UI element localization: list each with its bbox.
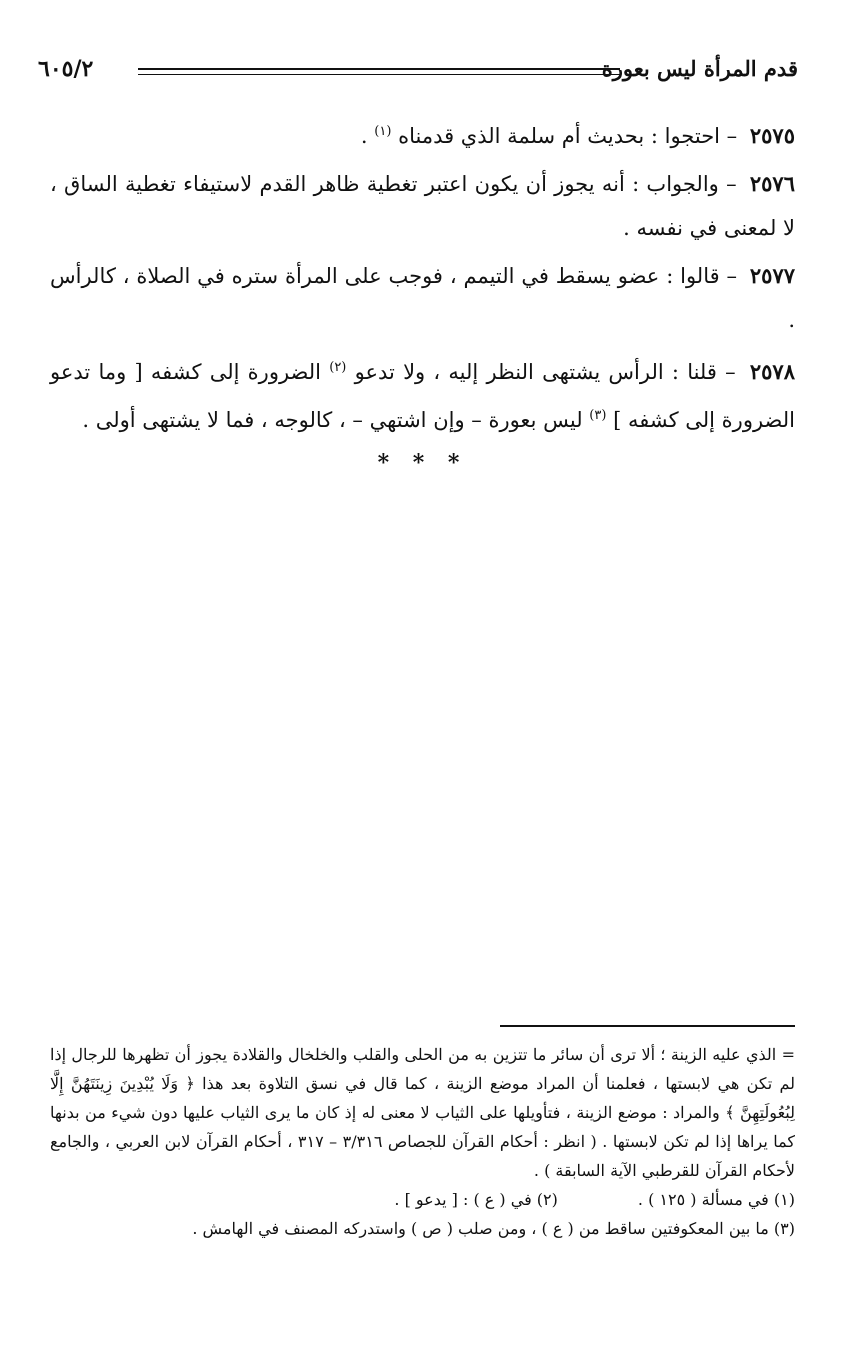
footnote-ref: (١) <box>374 124 392 139</box>
paragraph-text-end: ليس بعورة – وإن اشتهي – ، كالوجه ، فما لا يشتهى أولى . <box>82 408 583 432</box>
paragraph-number: ٢٥٧٨ <box>749 359 795 384</box>
main-text <box>50 110 795 476</box>
paragraph-2576 <box>50 162 795 250</box>
section-separator: * * * <box>377 450 468 476</box>
footnote-row <box>50 1185 795 1214</box>
paragraph-2578 <box>50 346 795 442</box>
paragraph-number: ٢٥٧٥ <box>749 123 795 148</box>
paragraph-number: ٢٥٧٦ <box>749 171 795 196</box>
footnote-ref: (٣) <box>589 408 607 423</box>
header-rule-thin <box>138 74 620 75</box>
footnotes <box>50 1040 795 1243</box>
footnote-ref: (٢) <box>329 360 347 375</box>
paragraph-number: ٢٥٧٧ <box>749 263 796 288</box>
footnote-continuation: = الذي عليه الزينة ؛ ألا ترى أن سائر ما تتزين به من الحلى والقلب والخلخال والقلادة يجوز أن تظهرها للرجال إذا لم تكن هي لابستها ، فعلمنا أن المراد موضع الزينة ، كما قال في نسق التلاوة بعد هذا ﴿ وَلَا يُبْدِينَ زِينَتَهُنَّ إِلَّا لِبُعُولَتِهِنَّ ﴾ والمراد : موضع الزينة ، فتأويلها على الثياب لا معنى له إذ كان ما يرى الثياب عليها دون شيء من بدنها كما يراها إذا لم تكن لابستها . ( انظر : أحكام القرآن للجصاص ٣/٣١٦ – ٣١٧ ، أحكام القرآن لابن العربي ، والجامع لأحكام القرآن للقرطبي الآية السابقة ) . <box>50 1045 796 1180</box>
page-number: ٦٠٥/٢ <box>38 56 94 82</box>
header-rule <box>138 68 620 70</box>
footnote-1: (١) في مسألة ( ١٢٥ ) . <box>637 1190 795 1209</box>
paragraph-text-middle: الضرورة إلى كشفه [ وما تدعو الضرورة إلى كشفه ] <box>50 360 795 432</box>
paragraph-2577 <box>50 254 795 342</box>
paragraph-text: – قلنا : الرأس يشتهى النظر إليه ، ولا تدعو <box>354 360 736 384</box>
paragraph-text: – احتجوا : بحديث أم سلمة الذي قدمناه <box>398 124 738 148</box>
footnote-3: (٣) ما بين المعكوفتين ساقط من ( ع ) ، ومن صلب ( ص ) واستدركه المصنف في الهامش . <box>192 1219 795 1238</box>
paragraph-text-end: . <box>360 124 368 148</box>
footnote-rule <box>500 1025 795 1027</box>
paragraph-text: – قالوا : عضو يسقط في التيمم ، فوجب على المرأة ستره في الصلاة ، كالرأس . <box>50 264 795 332</box>
paragraph-text: – والجواب : أنه يجوز أن يكون اعتبر تغطية ظاهر القدم لاستيفاء تغطية الساق ، لا لمعنى في نفسه . <box>50 172 795 240</box>
paragraph-2575 <box>50 110 795 158</box>
footnote-2: (٢) في ( ع ) : [ يدعو ] . <box>394 1190 558 1209</box>
running-title: قدم المرأة ليس بعورة <box>601 56 798 81</box>
running-header <box>38 56 798 90</box>
